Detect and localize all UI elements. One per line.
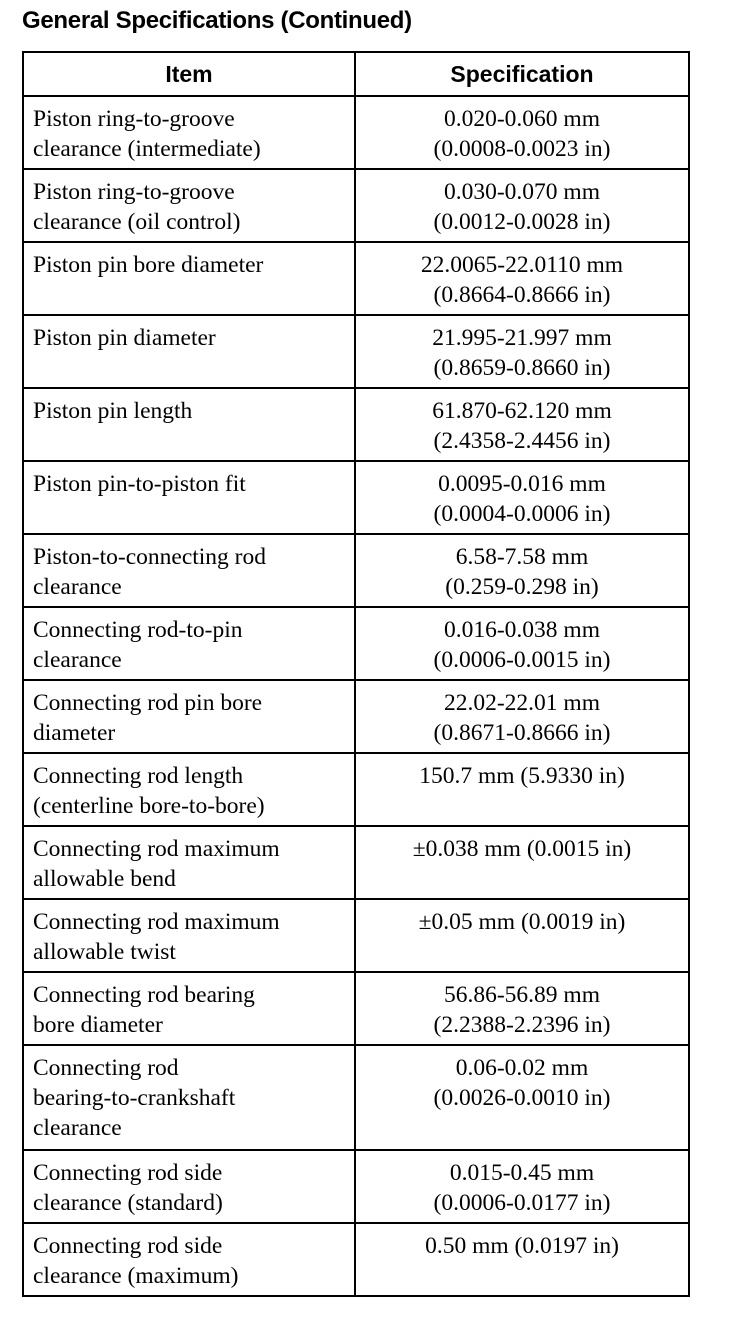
item-text-line: allowable twist (33, 939, 176, 965)
specification-cell (355, 96, 689, 169)
item-text-line: clearance (33, 574, 122, 600)
specification-cell (355, 1223, 689, 1296)
specification-text-line: (0.0004-0.0006 in) (433, 501, 611, 527)
item-text-line: Connecting rod maximum (33, 909, 280, 935)
table-row (23, 972, 689, 1045)
specification-text-line: (0.8659-0.8660 in) (433, 355, 611, 381)
item-cell (23, 680, 355, 753)
specification-text-line: 0.016-0.038 mm (443, 617, 600, 643)
table-row (23, 169, 689, 242)
specification-cell (355, 1150, 689, 1223)
specification-cell (355, 169, 689, 242)
specification-text-line: (0.0012-0.0028 in) (433, 209, 611, 235)
specification-text-line: 0.06-0.02 mm (455, 1055, 589, 1081)
specification-cell (355, 1045, 689, 1150)
table-row (23, 96, 689, 169)
table-row (23, 826, 689, 899)
specification-cell (355, 607, 689, 680)
specification-text-line: 61.870-62.120 mm (432, 398, 612, 424)
specification-cell (355, 899, 689, 972)
item-text-line: Connecting rod side (33, 1233, 223, 1259)
item-text-line: Piston pin-to-piston fit (33, 471, 246, 497)
item-cell (23, 96, 355, 169)
item-cell (23, 972, 355, 1045)
item-text-line: Piston ring-to-groove (33, 106, 235, 132)
item-text-line: Connecting rod maximum (33, 836, 280, 862)
table-row (23, 1045, 689, 1150)
table-row (23, 753, 689, 826)
item-text-line: Connecting rod length (33, 763, 244, 789)
item-cell (23, 242, 355, 315)
specification-text-line: (0.259-0.298 in) (445, 574, 599, 600)
specification-cell (355, 972, 689, 1045)
item-cell (23, 1045, 355, 1150)
item-text-line: clearance (33, 647, 122, 673)
specification-cell (355, 315, 689, 388)
specification-cell (355, 388, 689, 461)
specification-text-line: (0.8664-0.8666 in) (433, 282, 611, 308)
item-text-line: bearing-to-crankshaft (33, 1085, 236, 1111)
specification-text-line: 21.995-21.997 mm (432, 325, 612, 351)
specification-text-line: 22.02-22.01 mm (443, 690, 600, 716)
item-text-line: (centerline bore-to-bore) (33, 793, 265, 819)
specification-text-line: (0.8671-0.8666 in) (433, 720, 611, 746)
item-cell (23, 1150, 355, 1223)
item-text-line: Connecting rod bearing (33, 982, 255, 1008)
specification-text-line: 0.50 mm (0.0197 in) (425, 1233, 619, 1259)
table-row (23, 1223, 689, 1296)
item-text-line: allowable bend (33, 866, 176, 892)
item-cell (23, 753, 355, 826)
specification-cell (355, 826, 689, 899)
column-header-item: Item (23, 52, 355, 96)
specification-text-line: 6.58-7.58 mm (455, 544, 589, 570)
table-row (23, 534, 689, 607)
item-text-line: Connecting rod (33, 1055, 179, 1081)
specification-text-line: 150.7 mm (5.9330 in) (419, 763, 625, 789)
specifications-table (22, 51, 690, 1297)
item-cell (23, 899, 355, 972)
table-row (23, 242, 689, 315)
specification-cell (355, 680, 689, 753)
table-row (23, 680, 689, 753)
specification-cell (355, 461, 689, 534)
specification-cell (355, 534, 689, 607)
table-row (23, 388, 689, 461)
item-cell (23, 169, 355, 242)
item-text-line: Connecting rod-to-pin (33, 617, 243, 643)
item-text-line: Piston pin diameter (33, 325, 216, 351)
item-cell (23, 534, 355, 607)
specification-cell (355, 753, 689, 826)
specification-text-line: 0.0095-0.016 mm (438, 471, 606, 497)
table-row (23, 1150, 689, 1223)
specification-text-line: (0.0008-0.0023 in) (433, 136, 611, 162)
item-text-line: Piston-to-connecting rod (33, 544, 267, 570)
item-cell (23, 461, 355, 534)
specification-text-line: (2.2388-2.2396 in) (433, 1012, 611, 1038)
item-text-line: Piston pin bore diameter (33, 252, 264, 278)
table-row (23, 315, 689, 388)
item-text-line: Piston ring-to-groove (33, 179, 235, 205)
item-text-line: clearance (oil control) (33, 209, 241, 235)
item-text-line: clearance (33, 1115, 122, 1141)
specification-text-line: (2.4358-2.4456 in) (433, 428, 611, 454)
item-cell (23, 607, 355, 680)
specification-text-line: ±0.05 mm (0.0019 in) (418, 909, 626, 935)
item-cell (23, 388, 355, 461)
specification-text-line: 0.030-0.070 mm (443, 179, 600, 205)
table-row (23, 607, 689, 680)
table-header-row (23, 52, 689, 96)
specification-cell (355, 242, 689, 315)
item-text-line: Connecting rod pin bore (33, 690, 263, 716)
specification-text-line: 0.015-0.45 mm (449, 1160, 595, 1186)
specification-text-line: (0.0006-0.0015 in) (433, 647, 611, 673)
table-row (23, 461, 689, 534)
page-title: General Specifications (Continued) (22, 7, 412, 34)
item-text-line: Piston pin length (33, 398, 193, 424)
item-text-line: clearance (maximum) (33, 1263, 239, 1289)
table-row (23, 899, 689, 972)
item-text-line: bore diameter (33, 1012, 163, 1038)
specification-text-line: 56.86-56.89 mm (443, 982, 600, 1008)
specification-text-line: ±0.038 mm (0.0015 in) (412, 836, 632, 862)
item-text-line: clearance (intermediate) (33, 136, 261, 162)
specification-text-line: (0.0006-0.0177 in) (433, 1190, 611, 1216)
item-text-line: Connecting rod side (33, 1160, 223, 1186)
table-body (23, 96, 689, 1296)
column-header-specification: Specification (355, 52, 689, 96)
specification-text-line: (0.0026-0.0010 in) (433, 1085, 611, 1111)
item-cell (23, 826, 355, 899)
specification-text-line: 22.0065-22.0110 mm (420, 252, 624, 278)
item-text-line: diameter (33, 720, 116, 746)
item-cell (23, 315, 355, 388)
item-cell (23, 1223, 355, 1296)
specification-text-line: 0.020-0.060 mm (443, 106, 600, 132)
item-text-line: clearance (standard) (33, 1190, 223, 1216)
